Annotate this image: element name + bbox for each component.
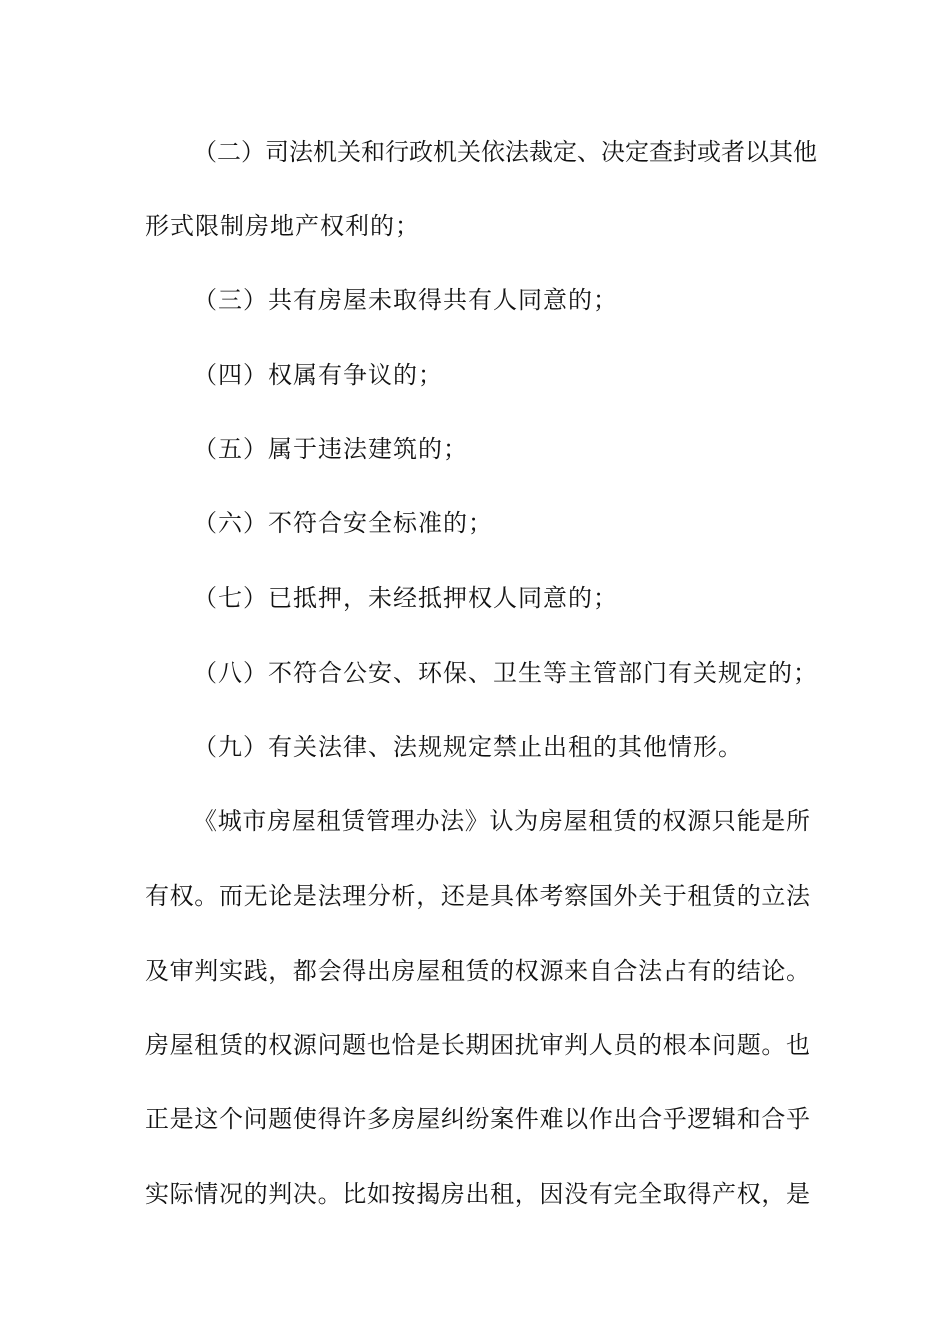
text-line-item-7: （七）已抵押，未经抵押权人同意的； <box>193 584 618 612</box>
text-line-item-2-part-1: （二）司法机关和行政机关依法裁定、决定查封或者以其他 <box>193 138 817 166</box>
text-line-item-2-part-2: 形式限制房地产权利的； <box>145 212 420 240</box>
paragraph-line-2: 有权。而无论是法理分析，还是具体考察国外关于租赁的立法 <box>145 882 810 910</box>
text-line-item-5: （五）属于违法建筑的； <box>193 435 468 463</box>
text-line-item-6: （六）不符合安全标准的； <box>193 509 493 537</box>
paragraph-line-1: 《城市房屋租赁管理办法》认为房屋租赁的权源只能是所 <box>193 807 810 835</box>
paragraph-line-5: 正是这个问题使得许多房屋纠纷案件难以作出合乎逻辑和合乎 <box>145 1105 810 1133</box>
paragraph-line-4: 房屋租赁的权源问题也恰是长期困扰审判人员的根本问题。也 <box>145 1031 810 1059</box>
paragraph-line-3: 及审判实践，都会得出房屋租赁的权源来自合法占有的结论。 <box>145 957 810 985</box>
text-line-item-9: （九）有关法律、法规规定禁止出租的其他情形。 <box>193 733 743 761</box>
text-line-item-8: （八）不符合公安、环保、卫生等主管部门有关规定的； <box>193 659 818 687</box>
text-line-item-4: （四）权属有争议的； <box>193 361 443 389</box>
paragraph-line-6: 实际情况的判决。比如按揭房出租，因没有完全取得产权，是 <box>145 1180 810 1208</box>
text-line-item-3: （三）共有房屋未取得共有人同意的； <box>193 286 618 314</box>
